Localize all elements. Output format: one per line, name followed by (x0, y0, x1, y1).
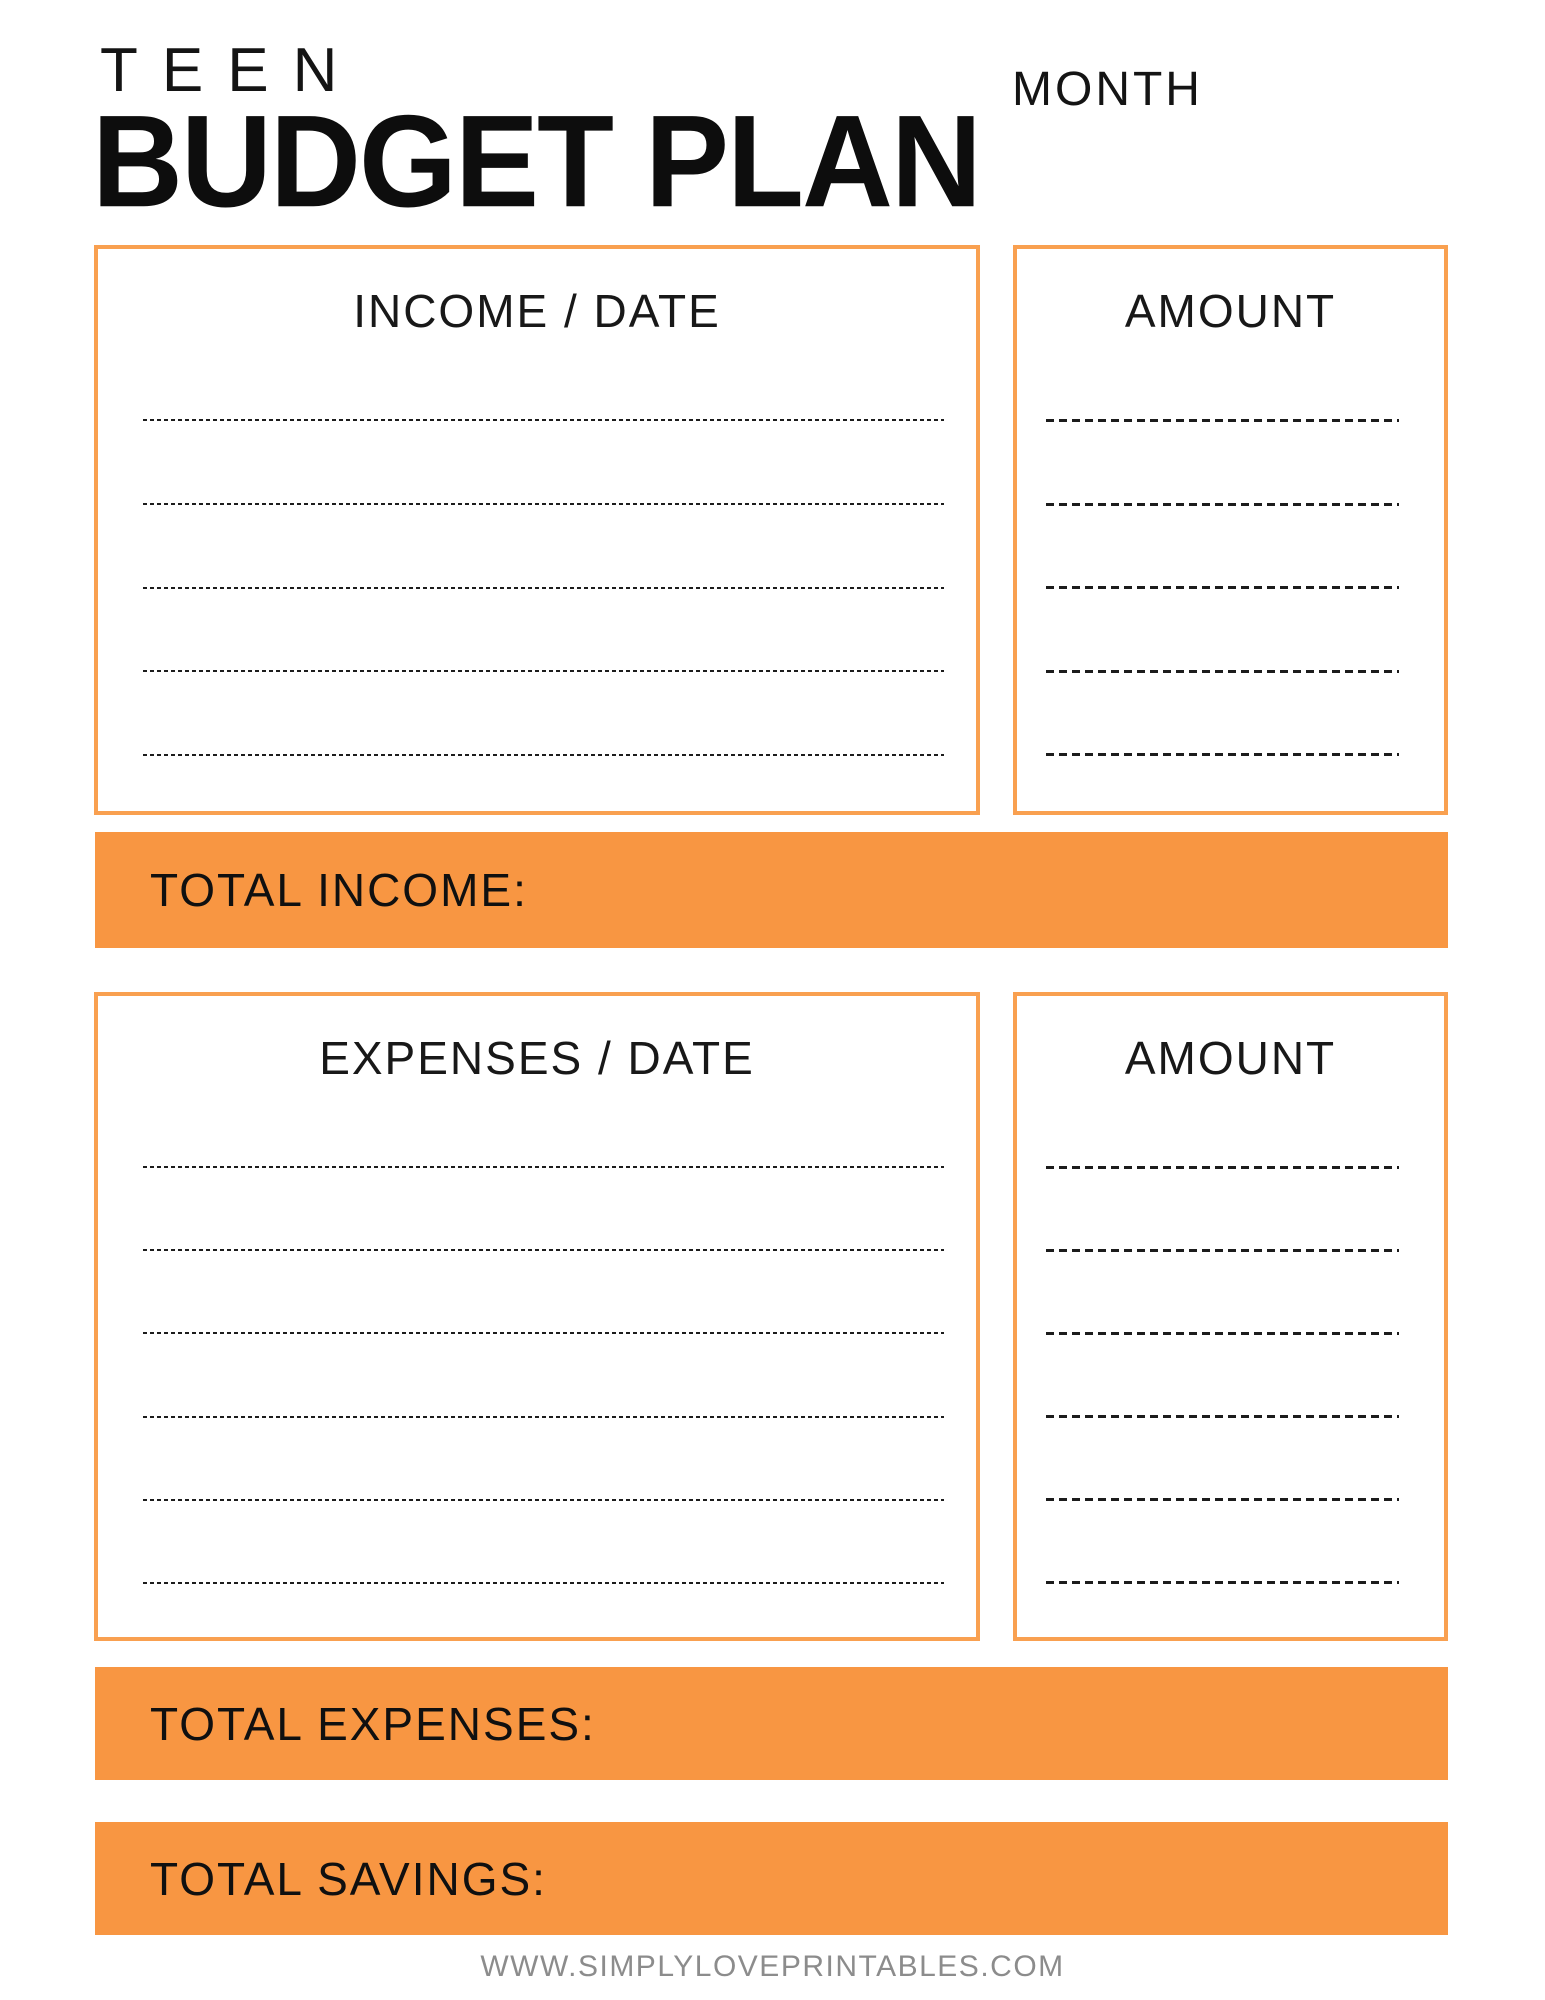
ruled-line (143, 1166, 944, 1168)
income-amount-header: AMOUNT (1124, 285, 1337, 337)
ruled-line (1046, 1249, 1399, 1252)
ruled-line (143, 1582, 944, 1584)
ruled-line (1046, 1498, 1399, 1501)
ruled-line (143, 754, 944, 756)
total-savings-label: TOTAL SAVINGS: (150, 1852, 547, 1905)
ruled-line (1046, 753, 1399, 756)
ruled-line (1046, 419, 1399, 422)
total-savings-bar (95, 1822, 1448, 1935)
expenses-amount-lines (1046, 1166, 1399, 1584)
expenses-column-header: EXPENSES / DATE (319, 1032, 755, 1084)
website-url: WWW.SIMPLYLOVEPRINTABLES.COM (480, 1950, 1065, 1983)
expenses-amount-header: AMOUNT (1124, 1032, 1337, 1084)
ruled-line (1046, 1332, 1399, 1335)
expenses-lines (143, 1166, 944, 1584)
total-income-label: TOTAL INCOME: (150, 864, 528, 916)
total-income-bar (95, 832, 1448, 948)
income-amount-lines (1046, 419, 1399, 756)
ruled-line (143, 1416, 944, 1418)
ruled-line (143, 670, 944, 672)
ruled-line (1046, 586, 1399, 589)
ruled-line (1046, 670, 1399, 673)
ruled-line (143, 1499, 944, 1501)
ruled-line (143, 503, 944, 505)
ruled-line (1046, 503, 1399, 506)
total-expenses-label: TOTAL EXPENSES: (150, 1697, 596, 1750)
ruled-line (143, 1249, 944, 1251)
page-title: BUDGET PLAN (92, 87, 980, 235)
ruled-line (143, 419, 944, 421)
ruled-line (143, 587, 944, 589)
ruled-line (1046, 1415, 1399, 1418)
ruled-line (1046, 1166, 1399, 1169)
kicker-title: TEEN (100, 36, 362, 105)
ruled-line (1046, 1581, 1399, 1584)
total-expenses-bar (95, 1667, 1448, 1780)
income-lines (143, 419, 944, 756)
ruled-line (143, 1332, 944, 1334)
month-label: MONTH (1012, 63, 1203, 116)
income-column-header: INCOME / DATE (353, 285, 721, 337)
